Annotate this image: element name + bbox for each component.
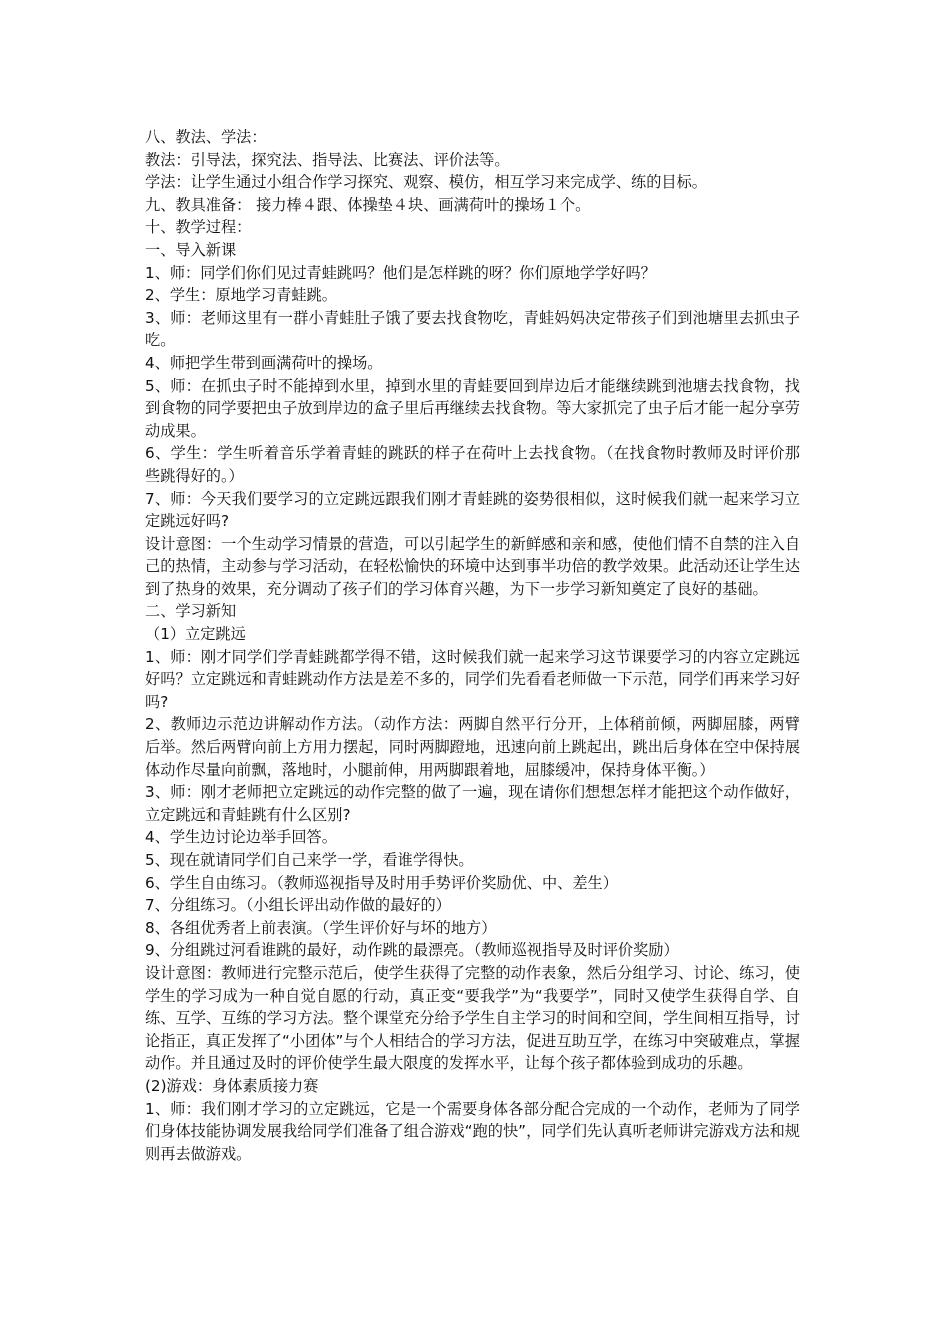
intro-step-3: 3、师：老师这里有一群小青蛙肚子饿了要去找食物吃，青蛙妈妈决定带孩子们到池塘里去抓虫子吃。 xyxy=(145,308,800,350)
intro-step-1: 1、师：同学们你们见过青蛙跳吗？他们是怎样跳的呀？你们原地学学好吗？ xyxy=(145,263,656,282)
jump-step-8: 8、各组优秀者上前表演。（学生评价好与坏的地方） xyxy=(145,918,497,937)
section-new-knowledge-heading: 二、学习新知 xyxy=(145,602,237,621)
subsection-standing-jump: （1）立定跳远 xyxy=(145,625,246,644)
intro-step-4: 4、师把学生带到画满荷叶的操场。 xyxy=(145,353,383,372)
jump-step-4: 4、学生边讨论边举手回答。 xyxy=(145,828,337,847)
jump-step-2: 2、教师边示范边讲解动作方法。（动作方法：两脚自然平行分开，上体稍前倾，两脚屈膝，两臂后举。然后两臂向前上方用力摆起，同时两脚蹬地，迅速向前上跳起出，跳出后身体在空中保持展体动作尽量向前飘，落地时，小腿前伸，用两脚跟着地，屈膝缓冲，保持身体平衡。） xyxy=(145,715,800,779)
jump-step-1: 1、师：刚才同学们学青蛙跳都学得不错，这时候我们就一起来学习这节课要学习的内容立定跳远好吗？立定跳远和青蛙跳动作方法是差不多的，同学们先看看老师做一下示范，同学们再来学习好吗? xyxy=(145,647,800,711)
subsection-game: (2)游戏：身体素质接力赛 xyxy=(145,1076,319,1095)
teaching-methods: 教法：引导法，探究法、指导法、比赛法、评价法等。 xyxy=(145,150,510,169)
jump-design-intent: 设计意图：教师进行完整示范后，使学生获得了完整的动作表象，然后分组学习、讨论、练习，使学生的学习成为一种自觉自愿的行动，真正变“要我学”为“我要学”，同时又使学生获得自学、自练、互学、互练的学习方法。整个课堂充分给予学生自主学习的时间和空间，学生间相互指导，讨论指正，真正发挥了“小团体”与个人相结合的学习方法，促进互助互学，在练习中突破难点，掌握动作。并且通过及时的评价使学生最大限度的发挥水平，让每个孩子都体验到成功的乐趣。 xyxy=(145,963,800,1073)
learning-methods: 学法：让学生通过小组合作学习探究、观察、模仿，相互学习来完成学、练的目标。 xyxy=(145,173,707,192)
intro-design-intent: 设计意图：一个生动学习情景的营造，可以引起学生的新鲜感和亲和感，使他们情不自禁的注入自己的热情，主动参与学习活动，在轻松愉快的环境中达到事半功倍的教学效果。此活动还让学生达到了热身的效果，充分调动了孩子们的学习体育兴趣，为下一步学习新知奠定了良好的基础。 xyxy=(145,534,800,598)
heading-process: 十、教学过程： xyxy=(145,218,252,237)
heading-equipment: 九、教具准备： 接力棒４跟、体操垫４块、画满荷叶的操场１个。 xyxy=(145,195,591,214)
intro-step-7: 7、师：今天我们要学习的立定跳远跟我们刚才青蛙跳的姿势很相似，这时候我们就一起来学习立定跳远好吗? xyxy=(145,489,800,531)
game-step-1: 1、师：我们刚才学习的立定跳远，它是一个需要身体各部分配合完成的一个动作，老师为了同学们身体技能协调发展我给同学们准备了组合游戏“跑的快”，同学们先认真听老师讲完游戏方法和规则再去做游戏。 xyxy=(145,1099,800,1163)
jump-step-9: 9、分组跳过河看谁跳的最好，动作跳的最漂亮。（教师巡视指导及时评价奖励） xyxy=(145,941,679,960)
jump-step-7: 7、分组练习。（小组长评出动作做的最好的） xyxy=(145,896,451,915)
document-body xyxy=(145,126,800,1165)
jump-step-3: 3、师：刚才老师把立定跳远的动作完整的做了一遍，现在请你们想想怎样才能把这个动作做好，立定跳远和青蛙跳有什么区别? xyxy=(145,783,800,824)
heading-methods: 八、教法、学法： xyxy=(145,128,267,146)
section-intro-heading: 一、导入新课 xyxy=(145,240,237,259)
intro-step-6: 6、学生：学生听着音乐学着青蛙的跳跃的样子在荷叶上去找食物。（在找食物时教师及时评价那些跳得好的。） xyxy=(145,444,800,485)
jump-step-5: 5、现在就请同学们自己来学一学，看谁学得快。 xyxy=(145,851,474,869)
intro-step-2: 2、学生：原地学习青蛙跳。 xyxy=(145,286,337,305)
jump-step-6: 6、学生自由练习。（教师巡视指导及时用手势评价奖励优、中、差生） xyxy=(145,873,618,892)
intro-step-5: 5、师：在抓虫子时不能掉到水里，掉到水里的青蛙要回到岸边后才能继续跳到池塘去找食物，找到食物的同学要把虫子放到岸边的盒子里后再继续去找食物。等大家抓完了虫子后才能一起分享劳动成果。 xyxy=(145,376,800,440)
